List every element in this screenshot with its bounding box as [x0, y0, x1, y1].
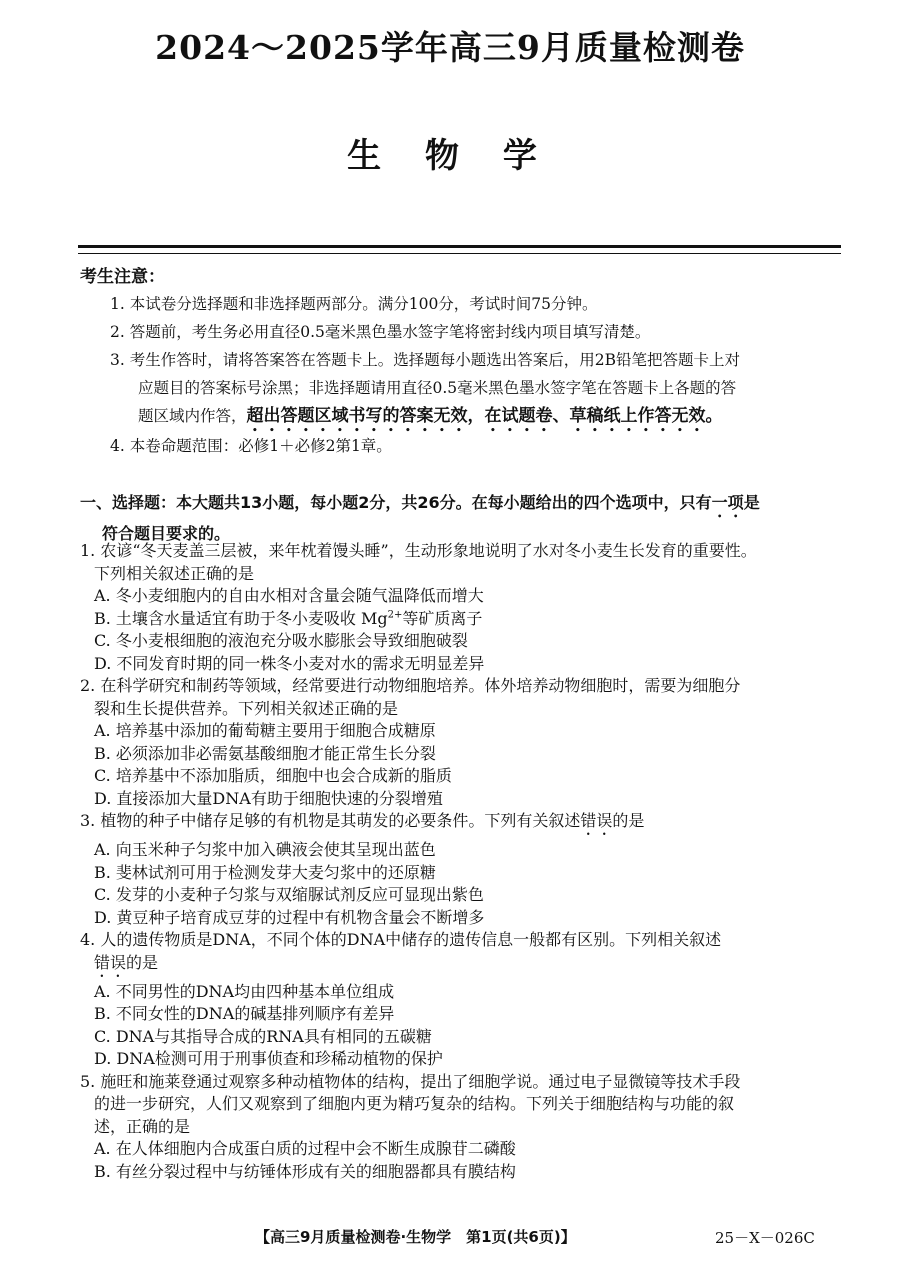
question-2-option-d: D. 直接添加大量DNA有助于细胞快速的分裂增殖 [94, 788, 443, 808]
question-1 [80, 540, 850, 675]
notice-item-2: 2. 答题前，考生务必用直径0.5毫米黑色墨水签字笔将密封线内项目填写清楚。 [110, 323, 651, 341]
exam-title: 2024～2025学年高三9月质量检测卷 [155, 28, 745, 67]
question-4 [80, 929, 850, 1071]
question-5-stem [80, 1071, 850, 1139]
question-3 [80, 810, 850, 929]
section-heading-line1: 一、选择题：本大题共13小题，每小题2分，共26分。在每小题给出的四个选项中，只有 [80, 493, 712, 512]
notice-item-3-line3 [110, 402, 840, 436]
page-footer: 【高三9月质量检测卷·生物学 第1页(共6页)】 [255, 1228, 576, 1246]
question-4-option-d: D. DNA检测可用于刑事侦查和珍稀动植物的保护 [94, 1049, 443, 1068]
notice-item-3-emphasis: 超出答题区域书写的答案无效，在试题卷、草稿纸上作答无效。 [246, 406, 723, 426]
question-3-stem-end: 的是 [612, 811, 645, 830]
section-heading [80, 490, 850, 547]
question-3-option-b: B. 斐林试剂可用于检测发芽大麦匀浆中的还原糖 [94, 862, 436, 882]
notice-heading: 考生注意： [80, 267, 165, 287]
question-2-option-b: B. 必须添加非必需氨基酸细胞才能正常生长分裂 [94, 743, 436, 763]
question-1-option-c: C. 冬小麦根细胞的液泡充分吸水膨胀会导致细胞破裂 [94, 631, 468, 650]
question-1-stem-line1: 1. 农谚“冬天麦盖三层被，来年枕着馒头睡”，生动形象地说明了水对冬小麦生长发育的重要性。 [80, 541, 757, 560]
question-5 [80, 1071, 850, 1184]
question-1-stem-line2: 下列相关叙述正确的是 [94, 563, 255, 583]
question-2-option-c: C. 培养基中不添加脂质，细胞中也会合成新的脂质 [94, 766, 452, 785]
notice-item-1: 1. 本试卷分选择题和非选择题两部分。满分100分，考试时间75分钟。 [110, 295, 598, 313]
question-4-option-a: A. 不同男性的DNA均由四种基本单位组成 [94, 981, 395, 1001]
question-3-stem-text: 3. 植物的种子中储存足够的有机物是其萌发的必要条件。下列有关叙述 [80, 811, 581, 830]
question-5-option-a: A. 在人体细胞内合成蛋白质的过程中会不断生成腺苷二磷酸 [94, 1139, 516, 1158]
question-4-option-b: B. 不同女性的DNA的碱基排列顺序有差异 [94, 1004, 395, 1023]
questions [80, 540, 850, 1183]
question-2-stem-line1: 2. 在科学研究和制药等领域，经常要进行动物细胞培养。体外培养动物细胞时，需要为细胞分 [80, 676, 741, 695]
question-2-stem [80, 675, 850, 720]
question-3-emphasis: 错误 [580, 811, 613, 830]
section-heading-line1-end: 是 [743, 493, 760, 512]
question-1-option-b [80, 608, 850, 631]
notice-item-3 [110, 346, 840, 436]
question-5-stem-line2: 的进一步研究，人们又观察到了细胞内更为精巧复杂的结构。下列关于细胞结构与功能的叙 [94, 1094, 735, 1113]
question-1-option-b-text: B. 土壤含水量适宜有助于冬小麦吸收 Mg [94, 608, 388, 628]
question-1-option-b-end: 等矿质离子 [402, 608, 483, 628]
notice-item-3-line2: 应题目的答案标号涂黑；非选择题请用直径0.5毫米黑色墨水签字笔在答题卡上各题的答 [138, 379, 737, 397]
subject-title: 生 物 学 [347, 136, 553, 176]
notice-item-3-line1: 3. 考生作答时，请将答案答在答题卡上。选择题每小题选出答案后，用2B铅笔把答题卡上对 [110, 351, 740, 369]
notice-item-4: 4. 本卷命题范围：必修1＋必修2第1章。 [110, 437, 392, 455]
question-4-option-c: C. DNA与其指导合成的RNA具有相同的五碳糖 [94, 1026, 432, 1046]
question-4-stem-line1: 4. 人的遗传物质是DNA，不同个体的DNA中储存的遗传信息一般都有区别。下列相关叙述 [80, 930, 722, 949]
question-2-option-a: A. 培养基中添加的葡萄糖主要用于细胞合成糖原 [94, 721, 436, 740]
question-2 [80, 675, 850, 810]
question-3-option-a: A. 向玉米种子匀浆中加入碘液会使其呈现出蓝色 [94, 840, 436, 859]
section-emphasis: 一项 [711, 493, 744, 512]
question-1-stem [80, 540, 850, 585]
question-4-stem [80, 929, 850, 981]
question-4-emphasis: 错误 [94, 952, 127, 972]
question-3-stem [80, 810, 850, 839]
question-4-stem-end: 的是 [126, 952, 159, 972]
question-1-option-d: D. 不同发育时期的同一株冬小麦对水的需求无明显差异 [94, 653, 485, 673]
divider-thick [78, 245, 841, 248]
question-3-option-c: C. 发芽的小麦种子匀浆与双缩脲试剂反应可显现出紫色 [94, 885, 484, 904]
question-2-stem-line2: 裂和生长提供营养。下列相关叙述正确的是 [94, 698, 399, 718]
question-1-option-a: A. 冬小麦细胞内的自由水相对含量会随气温降低而增大 [94, 586, 484, 605]
question-4-stem-line2 [80, 952, 850, 981]
exam-code: 25－X－026C [715, 1229, 815, 1247]
question-3-option-d: D. 黄豆种子培育成豆芽的过程中有机物含量会不断增多 [94, 907, 485, 927]
ion-charge: 2+ [387, 609, 403, 621]
notice-item-3-line3-text: 题区域内作答， [138, 407, 247, 425]
question-5-stem-line1: 5. 施旺和施莱登通过观察多种动植物体的结构，提出了细胞学说。通过电子显微镜等技术手段 [80, 1071, 741, 1091]
section-heading-line2: 符合题目要求的。 [102, 524, 231, 543]
question-5-option-b: B. 有丝分裂过程中与纺锤体形成有关的细胞器都具有膜结构 [94, 1161, 516, 1181]
divider-thin [78, 253, 841, 254]
question-5-stem-line3: 述，正确的是 [94, 1116, 191, 1136]
